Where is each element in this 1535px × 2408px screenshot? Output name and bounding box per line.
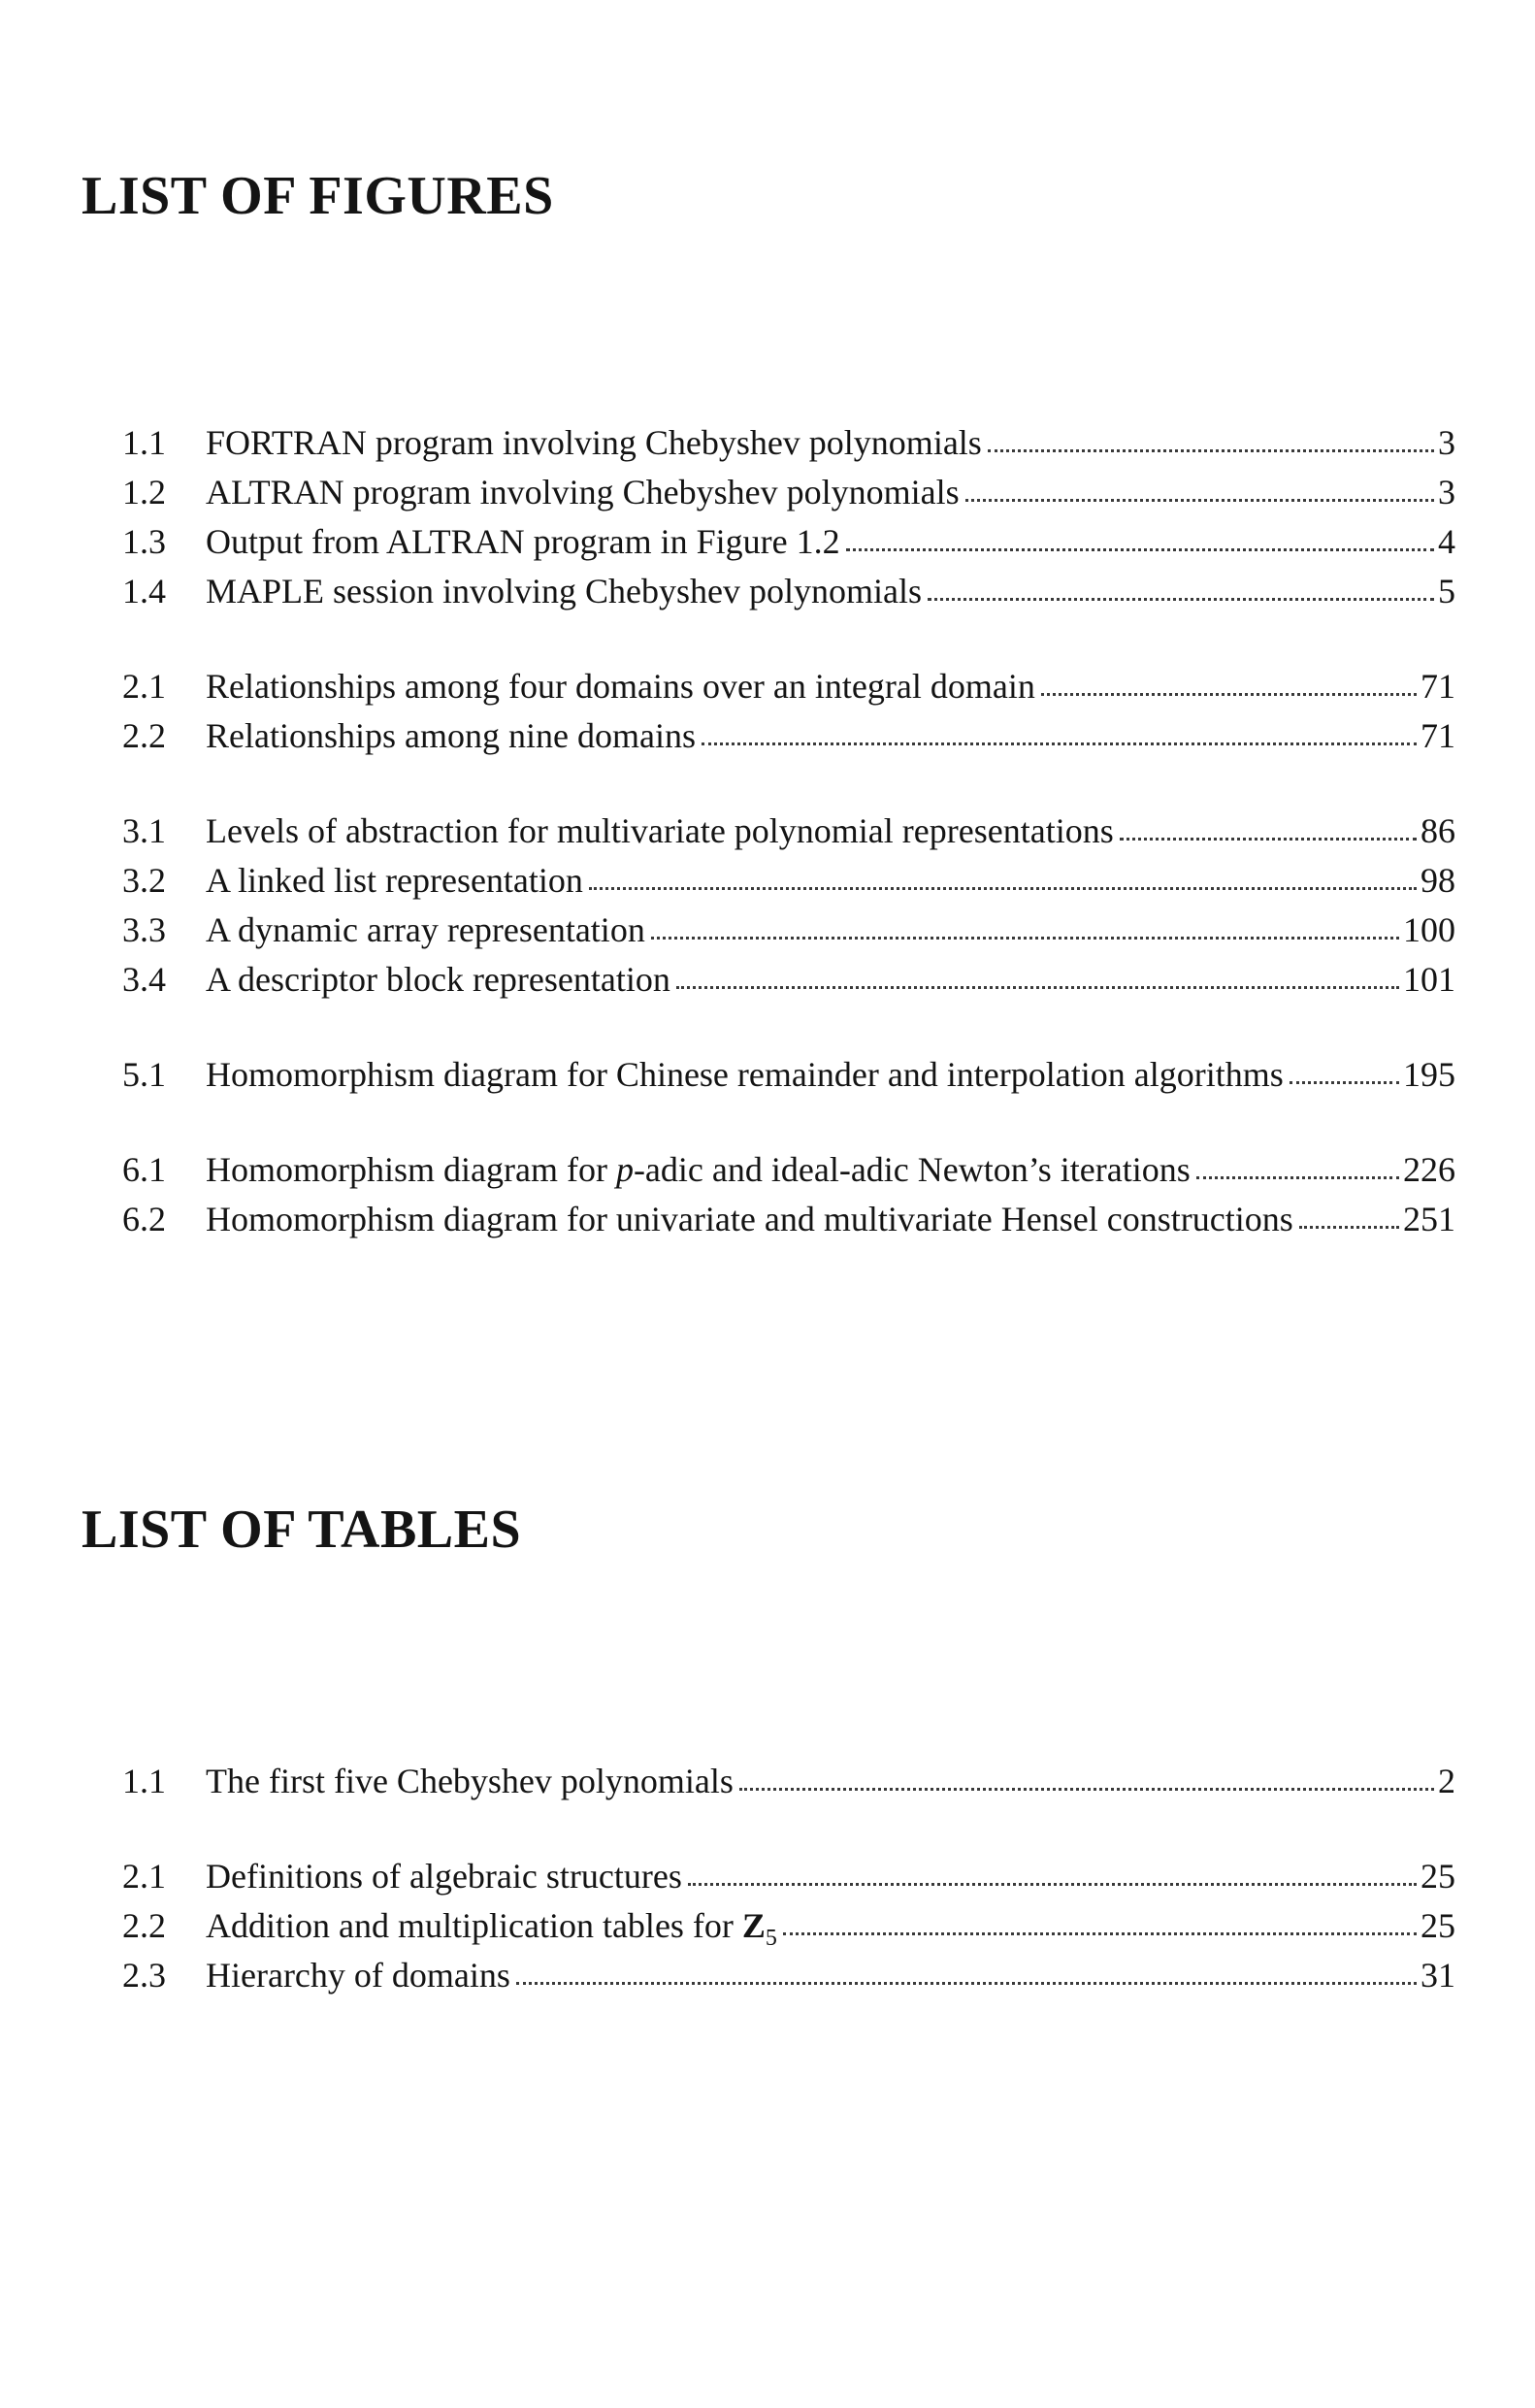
entry-number: 1.2 (122, 473, 166, 511)
dot-leader (1120, 838, 1417, 841)
entry-page: 3 (1438, 423, 1455, 462)
entry-number: 6.1 (122, 1150, 166, 1189)
figure-entry[interactable] (122, 468, 1455, 517)
figure-entry[interactable] (122, 856, 1455, 906)
entry-page: 25 (1421, 1906, 1455, 1945)
entry-title-bold: Z (741, 1906, 766, 1945)
entry-title: Definitions of algebraic structures (206, 1857, 682, 1896)
entry-page: 25 (1421, 1857, 1455, 1896)
entry-title-part: Homomorphism diagram for (206, 1150, 616, 1189)
dot-leader (651, 937, 1399, 940)
figure-entry[interactable] (122, 662, 1455, 711)
entry-page: 4 (1438, 522, 1455, 561)
figure-entry[interactable] (122, 418, 1455, 468)
entry-title: The first five Chebyshev polynomials (206, 1762, 734, 1800)
entry-title-part: Addition and multiplication tables for (206, 1906, 742, 1945)
entry-number: 2.2 (122, 716, 166, 755)
tables-list (122, 1757, 1455, 2000)
dot-leader (1290, 1081, 1399, 1084)
dot-leader (1299, 1226, 1399, 1229)
entry-page: 71 (1421, 716, 1455, 755)
entry-title: Relationships among nine domains (206, 716, 696, 755)
figure-entry[interactable] (122, 1195, 1455, 1244)
figure-entry[interactable] (122, 955, 1455, 1005)
entry-title: Relationships among four domains over an integral domain (206, 667, 1035, 706)
dot-leader (1041, 693, 1417, 696)
table-entry[interactable] (122, 1951, 1455, 2000)
dot-leader (739, 1788, 1434, 1791)
entry-number: 1.1 (122, 1762, 166, 1800)
entry-page: 195 (1403, 1055, 1455, 1094)
entry-page: 100 (1403, 910, 1455, 949)
entry-number: 5.1 (122, 1055, 166, 1094)
table-entry[interactable] (122, 1901, 1455, 1951)
figure-entry[interactable] (122, 1145, 1455, 1195)
entry-title (206, 1901, 777, 1951)
entry-title: Output from ALTRAN program in Figure 1.2 (206, 522, 840, 561)
entry-title (206, 1145, 1191, 1195)
entry-number: 1.4 (122, 572, 166, 610)
entry-title: A dynamic array representation (206, 910, 645, 949)
dot-leader (965, 499, 1434, 502)
figure-entry[interactable] (122, 906, 1455, 955)
dot-leader (846, 548, 1434, 551)
entry-title: Homomorphism diagram for univariate and multivariate Hensel constructions (206, 1200, 1293, 1238)
entry-number: 1.3 (122, 522, 166, 561)
entry-page: 86 (1421, 811, 1455, 850)
entry-title: A linked list representation (206, 861, 583, 900)
entry-title: Hierarchy of domains (206, 1956, 510, 1995)
dot-leader (783, 1932, 1417, 1935)
entry-page: 251 (1403, 1200, 1455, 1238)
figure-entry[interactable] (122, 1050, 1455, 1100)
dot-leader (589, 887, 1417, 890)
dot-leader (702, 742, 1417, 745)
tables-heading: LIST OF TABLES (82, 1500, 522, 1560)
entry-title: MAPLE session involving Chebyshev polynomials (206, 572, 922, 610)
table-entry[interactable] (122, 1852, 1455, 1901)
entry-number: 2.1 (122, 1857, 166, 1896)
entry-title-part: -adic and ideal-adic Newton’s iterations (633, 1150, 1191, 1189)
entry-number: 3.1 (122, 811, 166, 850)
dot-leader (1196, 1176, 1399, 1179)
entry-page: 226 (1403, 1150, 1455, 1189)
dot-leader (688, 1883, 1417, 1886)
entry-number: 2.3 (122, 1956, 166, 1995)
entry-title: A descriptor block representation (206, 960, 670, 999)
entry-title: FORTRAN program involving Chebyshev polynomials (206, 423, 982, 462)
entry-title: Homomorphism diagram for Chinese remainder and interpolation algorithms (206, 1055, 1284, 1094)
entry-title: Levels of abstraction for multivariate polynomial representations (206, 811, 1114, 850)
figure-entry[interactable] (122, 517, 1455, 567)
entry-page: 98 (1421, 861, 1455, 900)
dot-leader (516, 1982, 1417, 1985)
entry-page: 31 (1421, 1956, 1455, 1995)
figures-heading: LIST OF FIGURES (82, 166, 554, 226)
figure-entry[interactable] (122, 711, 1455, 761)
entry-number: 3.4 (122, 960, 166, 999)
table-entry[interactable] (122, 1757, 1455, 1806)
entry-page: 3 (1438, 473, 1455, 511)
figure-entry[interactable] (122, 807, 1455, 856)
entry-number: 6.2 (122, 1200, 166, 1238)
entry-title-italic: p (615, 1150, 634, 1189)
entry-number: 3.2 (122, 861, 166, 900)
dot-leader (928, 598, 1434, 601)
entry-page: 71 (1421, 667, 1455, 706)
entry-number: 3.3 (122, 910, 166, 949)
entry-number: 2.1 (122, 667, 166, 706)
entry-page: 5 (1438, 572, 1455, 610)
entry-title: ALTRAN program involving Chebyshev polynomials (206, 473, 960, 511)
figure-entry[interactable] (122, 567, 1455, 616)
dot-leader (988, 449, 1434, 452)
entry-number: 1.1 (122, 423, 166, 462)
entry-title-subscript: 5 (765, 1926, 777, 1952)
entry-page: 2 (1438, 1762, 1455, 1800)
entry-page: 101 (1403, 960, 1455, 999)
dot-leader (676, 986, 1399, 989)
figures-list (122, 418, 1455, 1244)
entry-number: 2.2 (122, 1906, 166, 1945)
